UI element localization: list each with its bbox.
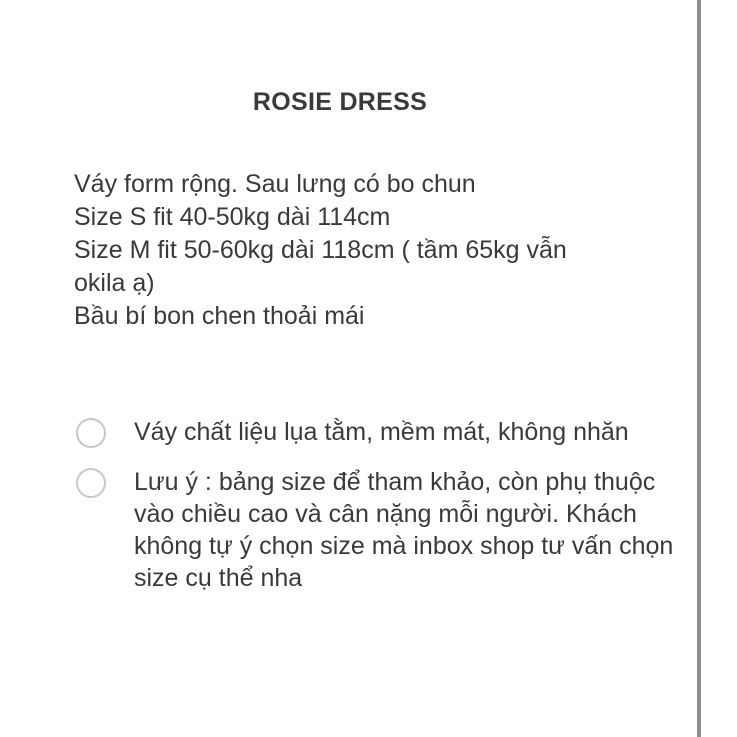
checklist-item — [74, 466, 674, 594]
scroll-divider — [697, 0, 701, 737]
checklist-circle-icon[interactable] — [76, 418, 106, 448]
checklist-circle-icon[interactable] — [76, 468, 106, 498]
description-line: Bầu bí bon chen thoải mái — [74, 302, 365, 330]
checklist-item — [74, 416, 674, 448]
description-line: Size S fit 40-50kg dài 114cm — [74, 203, 391, 231]
checklist — [74, 416, 674, 612]
checklist-item-text[interactable]: Váy chất liệu lụa tằm, mềm mát, không nhăn — [134, 418, 629, 446]
description-line: Size M fit 50-60kg dài 118cm ( tầm 65kg vẫn — [74, 236, 567, 264]
description-line: Váy form rộng. Sau lưng có bo chun — [74, 170, 476, 198]
description-line: okila ạ) — [74, 269, 155, 297]
note-description[interactable] — [74, 168, 664, 333]
checklist-item-text[interactable]: Lưu ý : bảng size để tham khảo, còn phụ thuộc vào chiều cao và cân nặng mỗi người. Khách không tự ý chọn size mà inbox shop tư vấn chọn size cụ thể nha — [134, 468, 674, 592]
note-title: ROSIE DRESS — [252, 88, 428, 116]
